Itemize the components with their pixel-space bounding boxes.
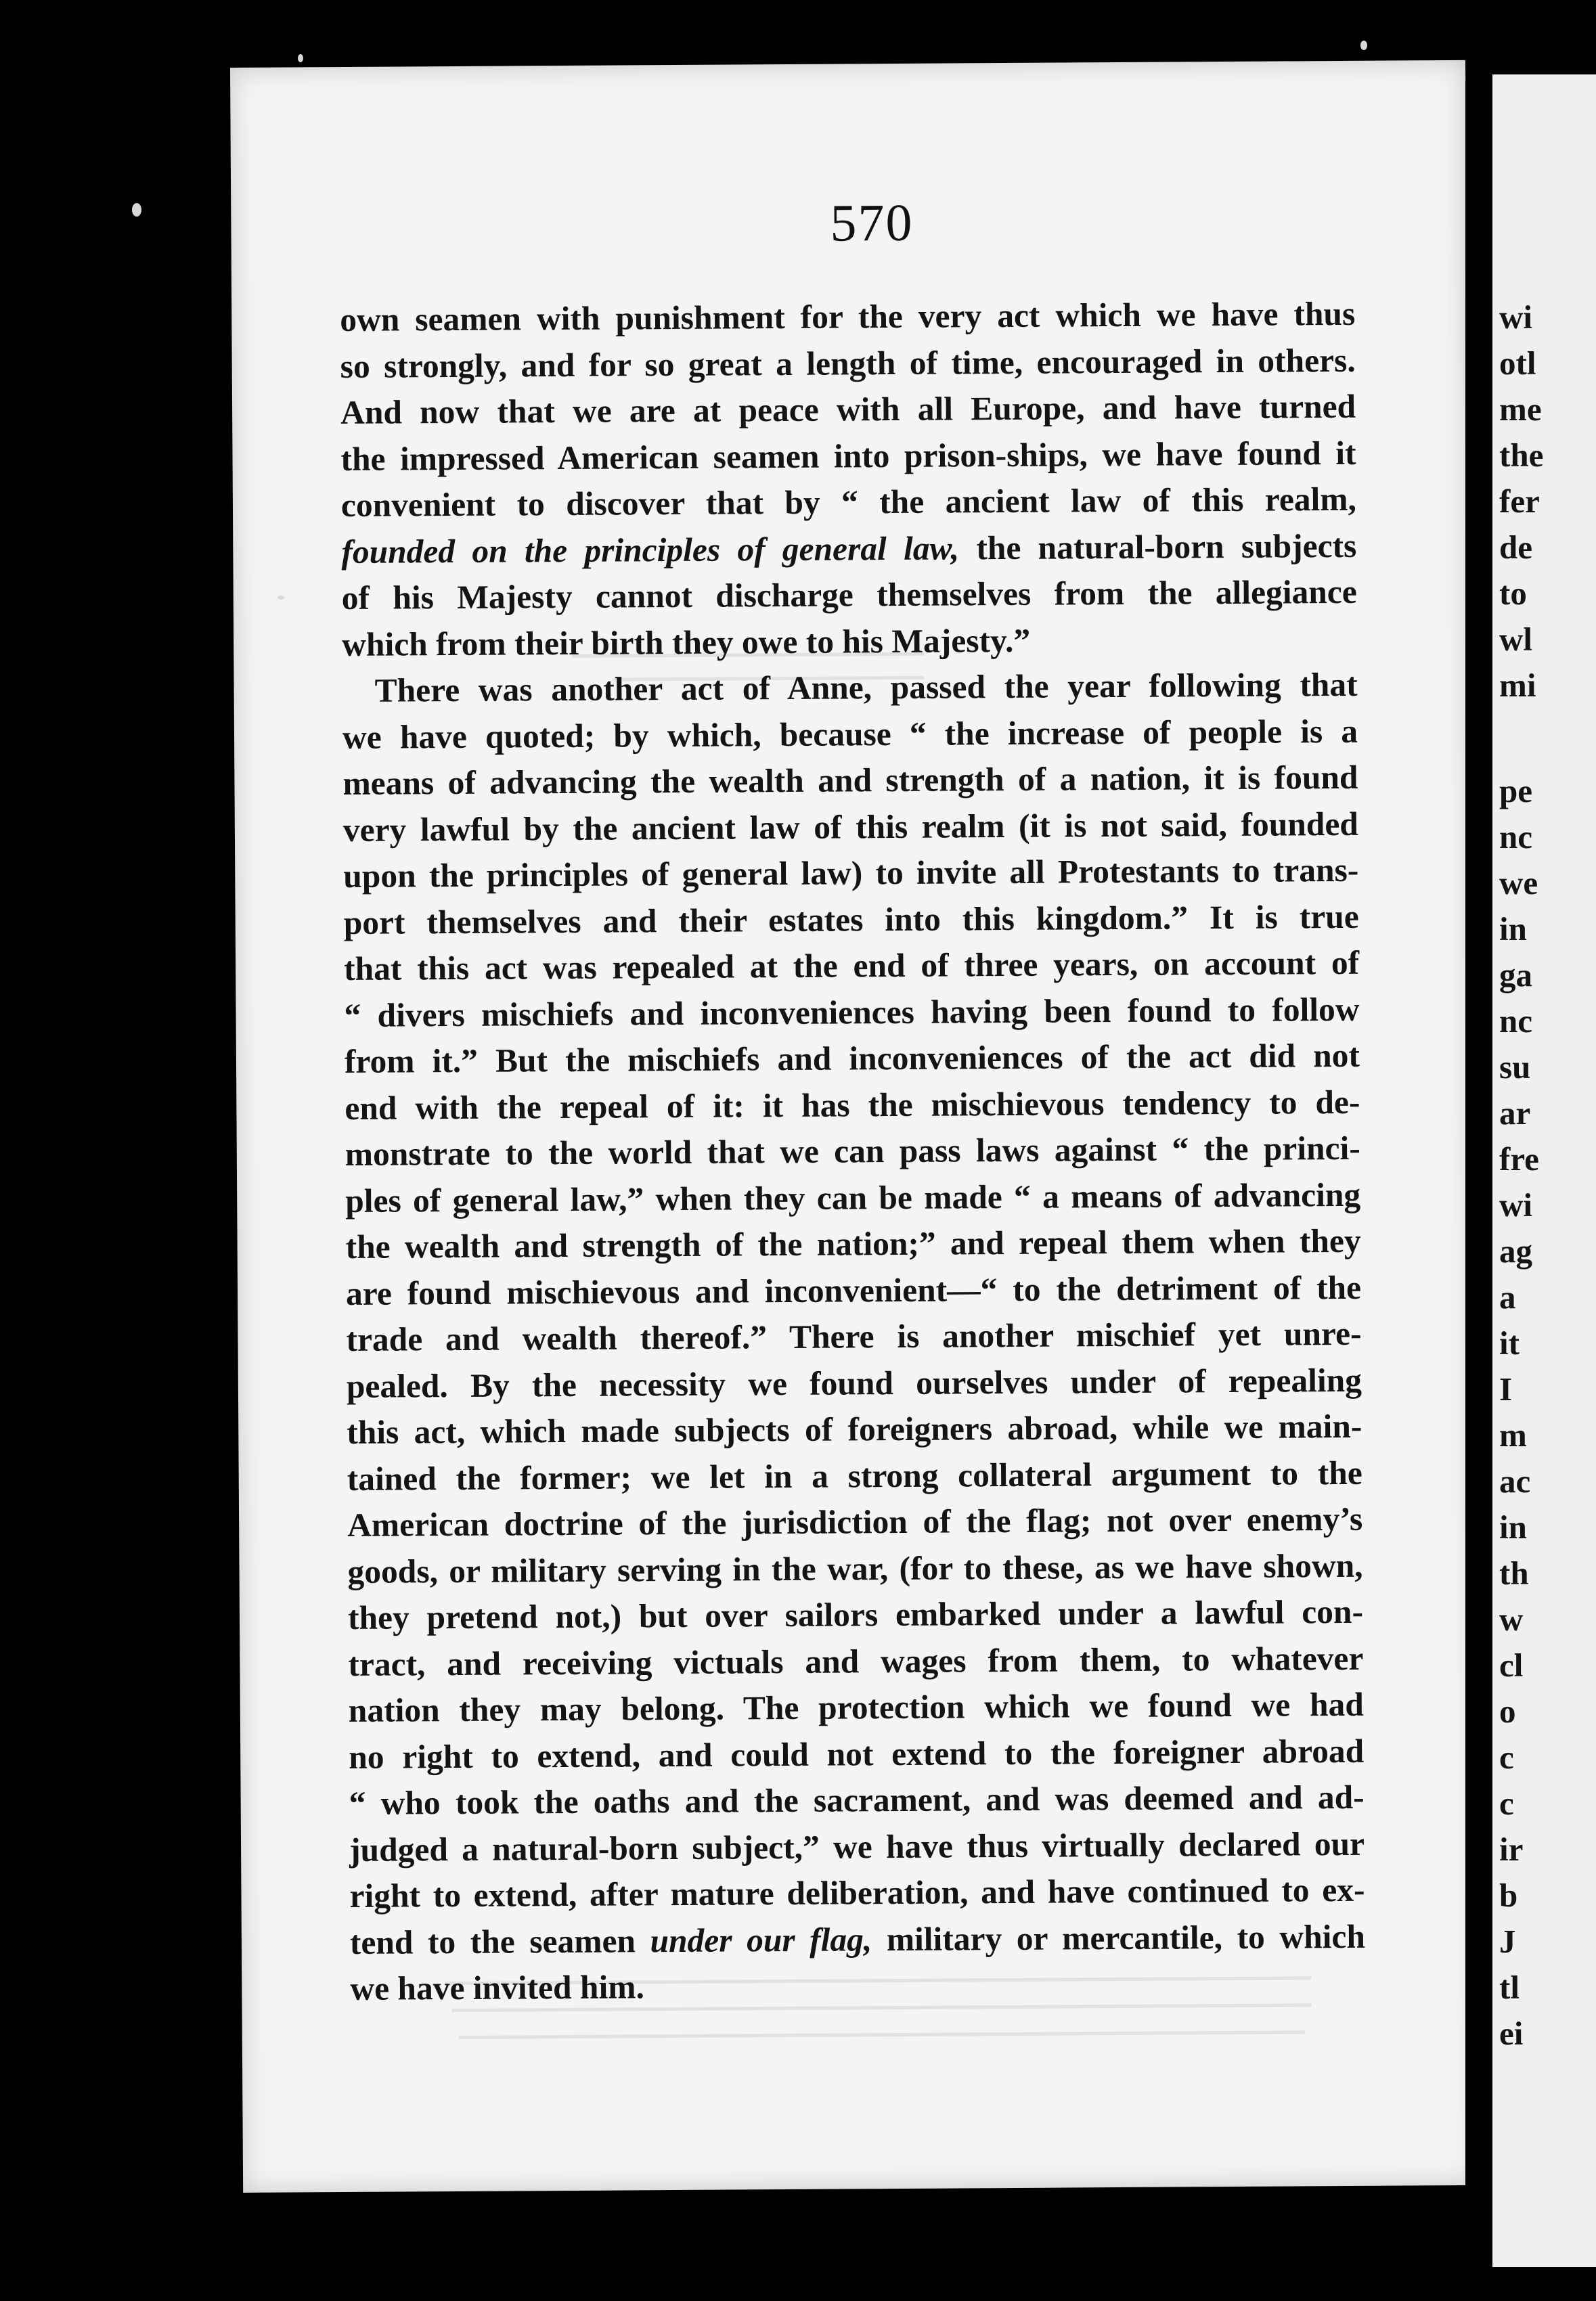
book-page [230,60,1478,2193]
facing-page-fragment: de [1499,529,1532,566]
text-run: the impressed American seamen into prison-ships, we have found it [340,434,1356,478]
text-line [349,1728,1364,1781]
text-run: from it.” But the mischiefs and inconveniences of the act did not [344,1036,1360,1080]
text-run: pealed. By the necessity we found ourselves under of repealing [346,1361,1362,1405]
text-run: monstrate to the world that we can pass laws against “ the princi- [345,1129,1360,1173]
text-line [340,384,1356,437]
text-line [349,1820,1365,1873]
text-line [342,708,1358,761]
text-run: that this act was repealed at the end of three years, on account of [343,943,1360,987]
facing-page-fragment: a [1499,1278,1516,1316]
text-line [345,1079,1360,1132]
margin-speck [132,203,141,217]
text-line [347,1450,1362,1502]
text-line [340,291,1355,344]
facing-page-fragment: wi [1499,298,1532,336]
facing-page-fragment: tl [1499,1969,1520,2006]
text-run: we have quoted; by which, because “ the increase of people is a [342,712,1358,756]
text-line [340,337,1355,390]
facing-page-fragment: otl [1499,344,1536,382]
text-line [345,1125,1360,1178]
text-run: of his Majesty cannot discharge themselves from the allegiance [341,573,1357,617]
text-line [342,755,1358,807]
text-run: tract, and receiving victuals and wages from them, to whatever [348,1639,1364,1683]
facing-page-fragment: in [1499,910,1527,947]
facing-page-fragment: c [1499,1739,1514,1776]
italic-text: under our flag, [650,1920,872,1959]
text-line [342,662,1357,715]
facing-page-fragment: wi [1499,1186,1532,1224]
facing-page-fragment: su [1499,1048,1531,1086]
text-run: so strongly, and for so great a length of time, encouraged in others. [340,341,1356,385]
body-text [340,291,1365,2013]
text-run: port themselves and their estates into this kingdom.” It is true [343,897,1359,941]
text-run: goods, or military serving in the war, (for to these, as we have shown, [347,1546,1363,1590]
facing-page-fragment: b [1499,1877,1518,1914]
text-line [343,847,1358,900]
text-run: the natural-born subjects [958,527,1357,566]
text-line [347,1404,1362,1456]
margin-speck [298,54,303,62]
text-line [349,1867,1365,1920]
margin-speck [278,596,284,600]
gutter [1465,81,1492,2247]
facing-page-fragment: in [1499,1509,1527,1546]
text-line [347,1542,1362,1595]
text-line [344,940,1359,993]
text-run: tend to the seamen [349,1921,650,1961]
facing-page-fragment: to [1499,575,1527,612]
text-run: And now that we are at peace with all Europe, and have turned [340,387,1356,432]
facing-page-fragment: mi [1499,667,1536,704]
facing-page-fragment: we [1499,864,1538,901]
text-line [342,615,1357,668]
facing-page-fragment: me [1499,390,1542,428]
facing-page-fragment: o [1499,1693,1516,1730]
text-line [344,986,1359,1039]
text-run: There was another act of Anne, passed the year following that [374,665,1358,709]
facing-page [1492,74,1596,2267]
facing-page-fragment: cl [1499,1647,1524,1684]
text-line [345,1218,1360,1271]
text-run: military or mercantile, to which [872,1917,1366,1958]
facing-page-fragment: fer [1499,483,1540,520]
text-run: American doctrine of the jurisdiction of the flag; not over enemy’s [347,1500,1363,1544]
margin-speck [1360,41,1367,50]
text-run: this act, which made subjects of foreigners abroad, while we main- [347,1407,1362,1451]
facing-page-fragment: w [1499,1601,1524,1638]
facing-page-fragment: I [1499,1370,1513,1408]
text-run: convenient to discover that by “ the ancient law of this realm, [340,480,1357,524]
facing-page-fragment: ar [1499,1094,1531,1132]
text-line [350,1960,1365,2013]
text-run: “ who took the oaths and the sacrament, and was deemed and ad- [349,1778,1365,1822]
text-line [346,1311,1361,1364]
facing-page-fragment: m [1499,1416,1527,1454]
facing-page-fragment: nc [1499,818,1532,855]
text-line [345,1171,1360,1224]
text-line [341,522,1356,575]
facing-page-fragment: wl [1499,621,1532,658]
text-line [345,1033,1360,1086]
text-run: end with the repeal of it: it has the mischievous tendency to de- [345,1083,1360,1127]
text-line [343,801,1358,853]
text-run: right to extend, after mature deliberation, and have continued to ex- [349,1871,1365,1915]
text-line [341,476,1356,529]
text-run: upon the principles of general law) to invite all Protestants to trans- [343,851,1359,895]
text-line [342,569,1357,622]
italic-text: founded on the principles of general law, [341,529,960,571]
facing-page-fragment: J [1499,1923,1516,1960]
text-run: ples of general law,” when they can be made “ a means of advancing [345,1176,1361,1220]
text-line [350,1913,1365,1966]
text-line [340,430,1356,483]
bleed-through [459,2030,1305,2039]
text-line [347,1496,1362,1549]
text-run: which from their birth they owe to his Majesty.” [342,621,1031,663]
text-run: we have invited him. [350,1968,645,2007]
text-run: judged a natural-born subject,” we have thus virtually declared our [349,1825,1365,1869]
facing-page-fragment: th [1499,1555,1529,1592]
text-run: they pretend not,) but over sailors embarked under a lawful con- [347,1592,1364,1636]
facing-page-fragment: ga [1499,956,1532,993]
facing-page-fragment: the [1499,437,1544,474]
text-line [349,1682,1364,1735]
text-line [349,1774,1364,1827]
text-run: means of advancing the wealth and strength of a nation, it is found [342,758,1358,803]
facing-page-fragment: ei [1499,2015,1524,2052]
text-run: tained the former; we let in a strong collateral argument to the [347,1454,1362,1498]
text-run: trade and wealth thereof.” There is another mischief yet unre- [346,1314,1362,1358]
text-line [348,1589,1363,1642]
facing-page-fragment: ac [1499,1462,1531,1500]
text-run: nation they may belong. The protection which we found we had [348,1685,1364,1729]
facing-page-fragment: nc [1499,1002,1532,1040]
text-line [348,1635,1363,1688]
facing-page-fragment: it [1499,1324,1520,1362]
text-run: very lawful by the ancient law of this realm (it is not said, founded [342,805,1359,849]
text-line [346,1264,1361,1317]
text-run: “ divers mischiefs and inconveniences having been found to follow [344,990,1360,1034]
text-run: are found mischievous and inconvenient—“ to the detriment of the [345,1268,1362,1312]
text-line [344,893,1359,946]
text-run: no right to extend, and could not extend to the foreigner abroad [349,1732,1365,1776]
facing-page-fragment: c [1499,1785,1514,1822]
page-number: 570 [830,192,914,252]
facing-page-fragment: pe [1499,772,1532,809]
text-run: own seamen with punishment for the very act which we have thus [340,294,1356,339]
text-run: the wealth and strength of the nation;” and repeal them when they [345,1222,1361,1266]
facing-page-fragment: fre [1499,1140,1539,1178]
facing-page-fragment: ag [1499,1232,1532,1270]
facing-page-fragment: ir [1499,1831,1524,1868]
text-line [347,1357,1362,1410]
